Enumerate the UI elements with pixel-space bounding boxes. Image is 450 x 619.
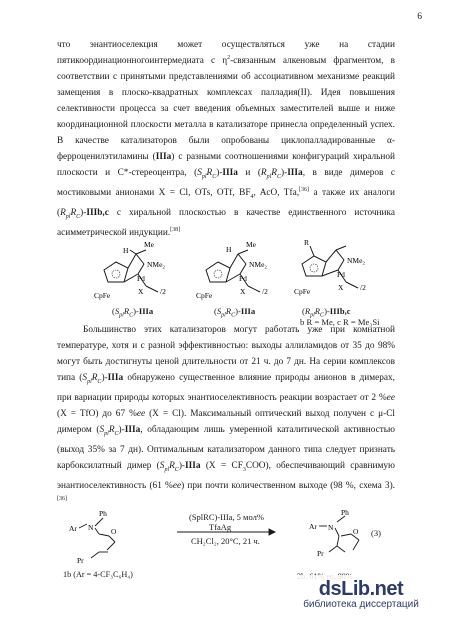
label-half: /2: [262, 287, 268, 296]
caption-1: $(S_{pl}R_C)$-IIIa: [112, 306, 154, 319]
prod-n: N: [328, 523, 334, 532]
structure-3-drawing: [290, 236, 386, 306]
label-x: X: [338, 283, 344, 292]
structure-2-drawing: [192, 236, 288, 306]
label-nme2: NMe₂: [347, 256, 366, 265]
caption-3: $(R_{pl}R_C)-IIIb,c$: [302, 306, 351, 319]
prod-pr: Pr: [317, 549, 324, 558]
label-nme2: NMe₂: [249, 260, 268, 269]
label-pd: Pd: [239, 274, 247, 283]
paragraph-1: [57, 37, 395, 241]
sm-pr: Pr: [77, 556, 84, 565]
scheme-reagent: TfaAg: [209, 522, 232, 532]
page-number: 6: [417, 12, 422, 22]
label-nme2: NMe₂: [147, 260, 166, 269]
label-h: H: [226, 245, 232, 254]
label-pd: Pd: [137, 274, 145, 283]
label-me: Me: [246, 240, 256, 249]
structures-figure: [90, 236, 390, 326]
scheme-number: (3): [371, 528, 381, 538]
label-r: R: [304, 238, 310, 247]
prod-ar: Ar: [309, 522, 317, 531]
structure-3: [290, 236, 386, 306]
label-pd: Pd: [337, 270, 345, 279]
reaction-scheme: [55, 506, 405, 586]
watermark[interactable]: [286, 578, 436, 610]
watermark-subtitle: библиотека диссертаций: [303, 599, 419, 610]
sm-ar: Ar: [69, 524, 77, 533]
label-x: X: [240, 287, 246, 296]
structure-1-drawing: [90, 236, 186, 306]
scheme-conditions-bottom: CH₂Cl₂, 20°C, 21 ч.: [191, 536, 260, 546]
label-cpfe: CpFe: [196, 291, 213, 300]
sm-ph: Ph: [99, 509, 107, 518]
caption-2: $(S_{pl}R_C)$-IIIa: [214, 306, 256, 319]
label-cpfe: CpFe: [294, 287, 311, 296]
label-h: H: [123, 246, 129, 255]
prod-ph: Ph: [341, 508, 349, 517]
caption-note: b R = Me, c R = Me₃Si: [300, 317, 380, 327]
watermark-logo: dsLib.net: [318, 578, 404, 600]
structure-1: [90, 236, 186, 306]
sm-caption: 1b (Ar = 4-CF₃C₆H₄): [63, 570, 133, 579]
paragraph-1-text: что энантиоселекция может осуществляться уже на стадии пятикоординационногоинтермедиата с $\eta^2$-связанным алкеновым фрагментом, в соответствии с принятыми представлениями об ассоциативном механизме реакций замещения в плоско-квадратных комплексах палладия(II). Идея повышения селективности процесса за счет введения объемных заместителей выше и ниже координационной плоскости металла в катализаторе принесла определенный успех. В качестве катализаторов были опробованы циклопалладированные α-ферроценилэтиламины (IIIa) с разными соотношениями конфигураций хиральной плоскости и С*-стереоцентра, $(S_{pl}R_C)$-IIIa и $(R_{pl}R_C)$-IIIa, в виде димеров с мостиковыми анионами X = Cl, OTs, OTf, $BF_4$, AcO, Tfa,[36] а также их аналоги $(R_{pl}R_C)-IIIb,c$ с хиральной плоскостью в качестве единственного источника асимметрической индукции.[38]: [57, 40, 396, 238]
scheme-conditions-top: (SplRC)-IIIa, 5 мол%: [189, 512, 264, 522]
label-cpfe: CpFe: [94, 291, 111, 300]
prod-o: O: [353, 527, 359, 536]
sm-o: O: [111, 527, 117, 536]
label-half: /2: [160, 287, 166, 296]
paragraph-2: [57, 322, 395, 510]
label-half: /2: [360, 283, 366, 292]
structure-2: [192, 236, 288, 306]
label-me: Me: [144, 240, 154, 249]
label-x: X: [138, 287, 144, 296]
sm-n: N: [88, 523, 94, 532]
paragraph-2-text: Большинство этих катализаторов могут работать уже при комнатной температуре, хотя и с разной эффективностью: выходы аллиламидов от 35 до 98% могут быть достигнуты ценой длительности от 21 ч. до 7 дн. На серии комплексов типа $(S_{pl}R_C)$-IIIa обнаружено существенное влияние природы анионов в димерах, при вариации природы которых энантиоселективность реакции возрастает от 2 %ee (X = TfO) до 67 %ee (X = Cl). Максимальный оптический выход получен с μ-Cl димером $(S_{pl}R_C)$-IIIa, обладающим лишь умеренной каталитической активностью (выход 35% за 7 дн). Оптимальным катализатором данного типа следует признать карбоксилатный димер $(S_{pl}R_C)$-IIIa $(X = CF_3COO)$, обеспечивающий сравнимую энантиоселективность (61 %ee) при почти количественном выходе (98 %, схема 3).[36]: [57, 325, 395, 502]
